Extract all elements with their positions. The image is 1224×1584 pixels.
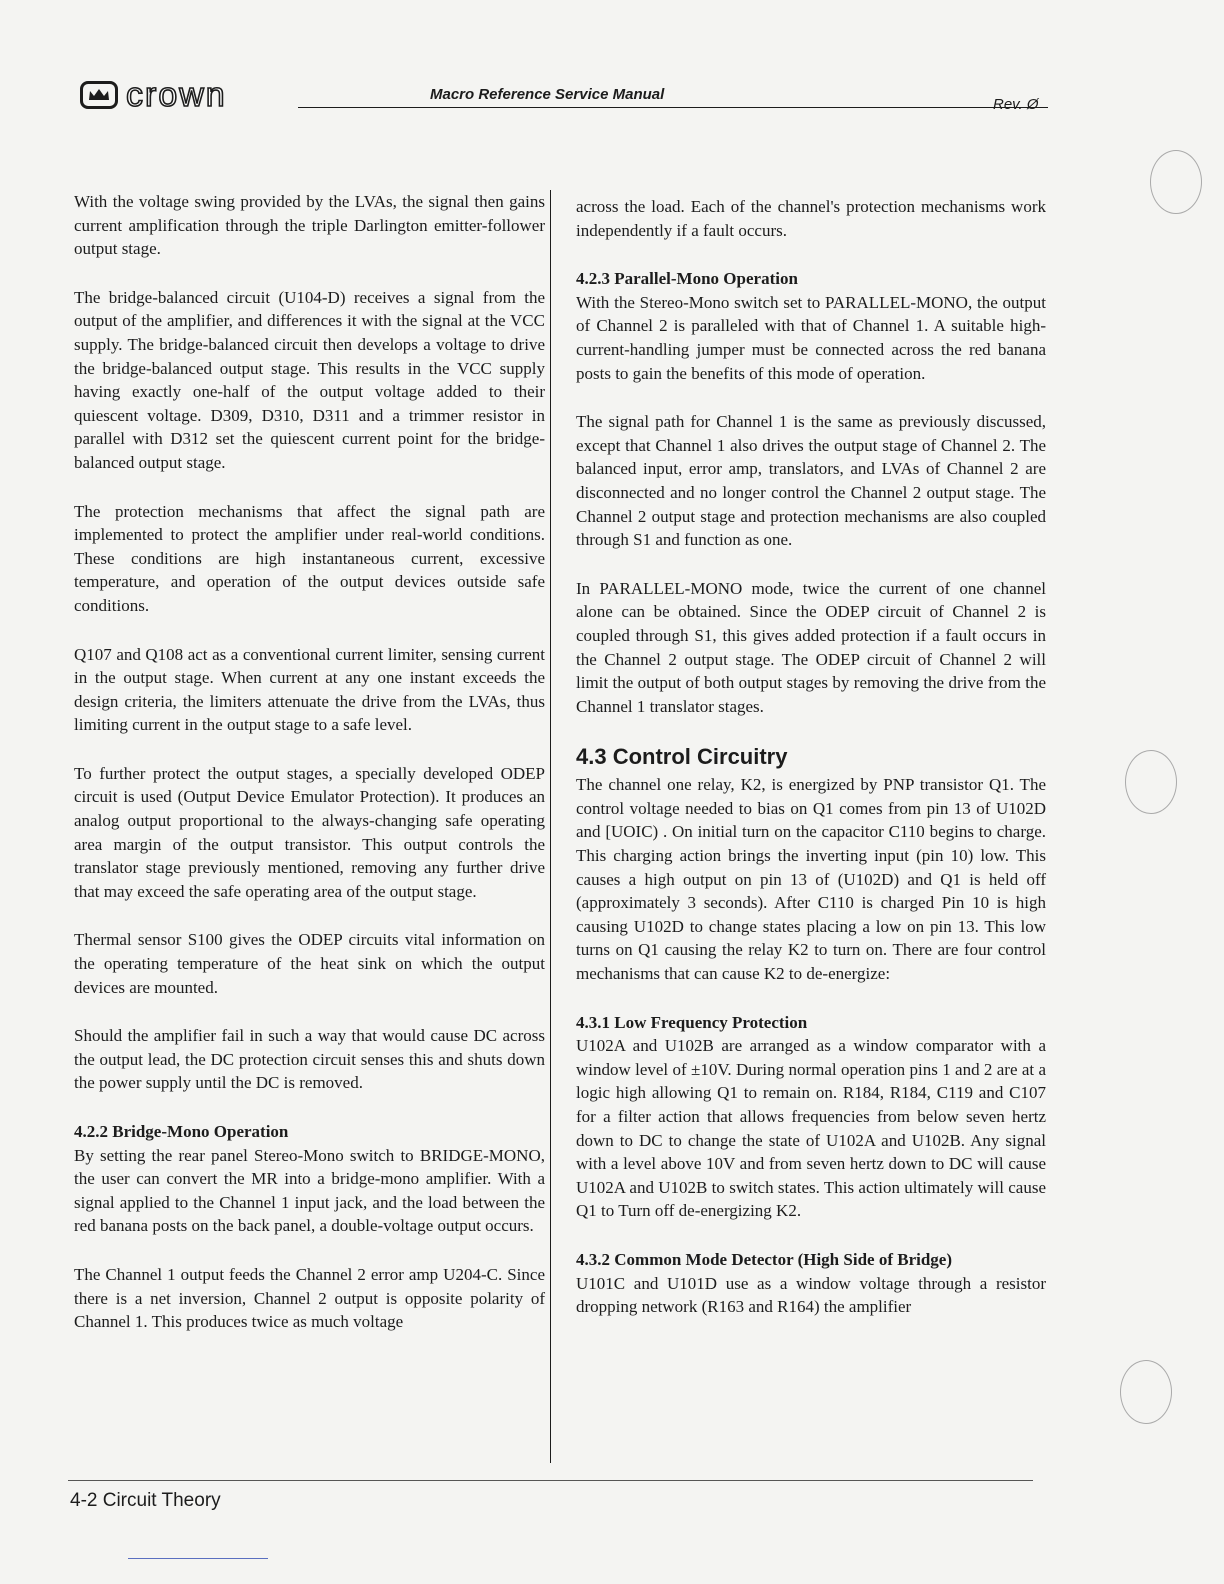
punch-hole [1120, 1360, 1172, 1424]
paragraph: With the Stereo-Mono switch set to PARALLEL-MONO, the output of Channel 2 is paralleled with that of Channel 1. A suitable high-current-handling jumper must be connected across the red banana posts to gain the benefits of this mode of operation. [576, 292, 1046, 383]
paragraph: The protection mechanisms that affect the signal path are implemented to protect the amplifier under real-world conditions. These conditions are high instantaneous current, excessive temperature, and operation of the output devices outside safe conditions. [74, 501, 545, 615]
section-heading: 4.2.2 Bridge-Mono Operation [74, 1122, 289, 1141]
paragraph: In PARALLEL-MONO mode, twice the current of one channel alone can be obtained. Since the ODEP circuit of Channel 2 is coupled through S1, this gives added protection if a fault occurs in the Channel 2 output stage. The ODEP circuit of Channel 2 will limit the output of both output stages by removing the drive from the Channel 1 translator stages. [576, 578, 1046, 716]
punch-hole [1125, 750, 1177, 814]
paragraph: The channel one relay, K2, is energized by PNP transistor Q1. The control voltage needed to bias on Q1 comes from pin 13 of U102D and [UOIC) . On initial turn on the capacitor C110 begins to charge. This charging action brings the inverting input (pin 10) low. This causes a high output on pin 13 of (U102D) and Q1 is held off (approximately 3 seconds). After C110 is charged Pin 10 is high causing U102D to change states placing a low on pin 13. This low turns on Q1 causing the relay K2 to turn on. There are four control mechanisms that can cause K2 to de-energize: [576, 775, 1046, 984]
revision-label: Rev. Ø [993, 96, 1039, 113]
paragraph: across the load. Each of the channel's protection mechanisms work independently if a fault occurs. [576, 197, 1046, 240]
paragraph: Q107 and Q108 act as a conventional current limiter, sensing current in the output stage. When current at any one instant exceeds the design criteria, the limiters attenuate the drive from the LVAs, thus limiting current in the output stage to a safe level. [74, 644, 545, 735]
section-heading: 4.3.2 Common Mode Detector (High Side of Bridge) [576, 1249, 952, 1269]
section-heading: 4.3.1 Low Frequency Protection [576, 1012, 808, 1032]
brand-logo [80, 78, 227, 112]
paragraph: By setting the rear panel Stereo-Mono switch to BRIDGE-MONO, the user can convert the MR into a bridge-mono amplifier. With a signal applied to the Channel 1 input jack, and the load between the red banana posts on the back panel, a double-voltage output occurs. [74, 1145, 545, 1236]
left-column [74, 190, 545, 1359]
section-heading: 4.3 Control Circuitry [576, 744, 788, 770]
paragraph: To further protect the output stages, a specially developed ODEP circuit is used (Output Device Emulator Protection). It produces an analog output proportional to the always-changing safe operating area margin of the output transistor. This output controls the translator stage previously mentioned, removing any further drive that may exceed the safe operating area of the output stage. [74, 763, 545, 901]
right-column [576, 195, 1046, 1344]
brand-wordmark: crown [126, 76, 227, 114]
page-label: 4-2 Circuit Theory [70, 1490, 221, 1511]
paragraph: The bridge-balanced circuit (U104-D) receives a signal from the output of the amplifier, and differences it with the signal at the VCC supply. The bridge-balanced circuit then develops a voltage to drive the bridge-balanced output stage. This results in the VCC supply having exactly one-half of the output voltage added to their quiescent voltage. D309, D310, D311 and a trimmer resistor in parallel with D312 set the quiescent current point for the bridge-balanced output stage. [74, 287, 545, 472]
scan-mark [128, 1558, 268, 1559]
header-rule [298, 107, 1048, 108]
paragraph: Thermal sensor S100 gives the ODEP circuits vital information on the operating temperature of the heat sink on which the output devices are mounted. [74, 930, 545, 997]
paragraph: The Channel 1 output feeds the Channel 2 error amp U204-C. Since there is a net inversion, Channel 2 output is opposite polarity of Channel 1. This produces twice as much voltage [74, 1264, 545, 1332]
paragraph: The signal path for Channel 1 is the same as previously discussed, except that Channel 1 also drives the output stage of Channel 2. The balanced input, error amp, translators, and LVAs of Channel 2 are disconnected and no longer control the Channel 2 output stage. The Channel 2 output stage and protection mechanisms are also coupled through S1 and function as one. [576, 412, 1046, 550]
footer-rule [68, 1480, 1033, 1481]
paragraph: U101C and U101D use as a window voltage through a resistor dropping network (R163 and R164) the amplifier [576, 1273, 1046, 1317]
column-divider [550, 190, 551, 1463]
paragraph: Should the amplifier fail in such a way that would cause DC across the output lead, the DC protection circuit senses this and shuts down the power supply until the DC is removed. [74, 1026, 545, 1093]
paragraph: With the voltage swing provided by the LVAs, the signal then gains current amplification through the triple Darlington emitter-follower output stage. [74, 192, 545, 259]
crown-icon [80, 81, 118, 109]
manual-title: Macro Reference Service Manual [430, 86, 665, 103]
section-heading: 4.2.3 Parallel-Mono Operation [576, 269, 798, 289]
paragraph: U102A and U102B are arranged as a window comparator with a window level of ±10V. During normal operation pins 1 and 2 are at a logic high allowing Q1 to remain on. R184, R184, C119 and C107 for a filter action that allows frequencies from below seven hertz down to DC to change the state of U102A and U102B. Any signal with a level above 10V and from seven hertz down to DC will cause U102A and U102B to switch states. This action ultimately will cause Q1 to Turn off de-energizing K2. [576, 1036, 1046, 1221]
punch-hole [1150, 150, 1202, 214]
